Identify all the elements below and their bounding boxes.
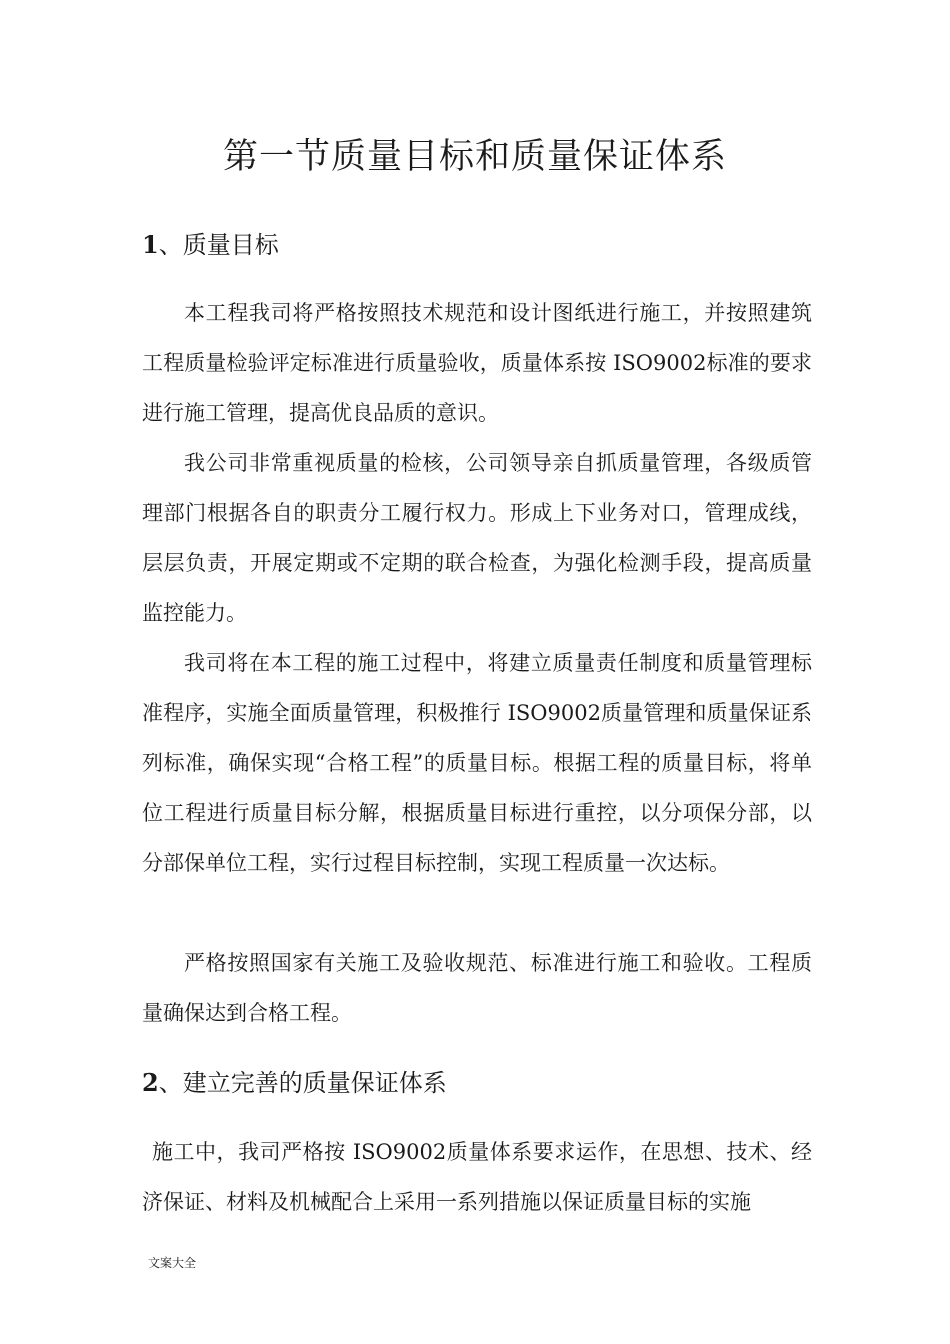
section-1-paragraph-3: 我司将在本工程的施工过程中，将建立质量责任制度和质量管理标准程序，实施全面质量管理，积极推行 ISO9002质量管理和质量保证系列标准，确保实现“合格工程”的质量目标。根据工程的质量目标，将单位工程进行质量目标分解，根据质量目标进行重控，以分项保分部，以分部保单位工程，实行过程目标控制，实现工程质量一次达标。 xyxy=(142,651,812,875)
page-title: 第一节质量目标和质量保证体系 xyxy=(222,137,727,177)
section-2-number: 2 xyxy=(142,1068,159,1097)
section-1-paragraph-1: 本工程我司将严格按照技术规范和设计图纸进行施工，并按照建筑工程质量检验评定标准进行质量验收，质量体系按 ISO9002标准的要求进行施工管理，提高优良品质的意识。 xyxy=(142,301,812,425)
section-1-heading-text: 、质量目标 xyxy=(158,231,279,259)
section-1-number: 1 xyxy=(142,230,159,259)
section-1-heading xyxy=(142,227,279,263)
page-footer: 文案大全 xyxy=(148,1256,197,1270)
section-1-paragraph-2: 我公司非常重视质量的检核，公司领导亲自抓质量管理，各级质管理部门根据各自的职责分工履行权力。形成上下业务对口，管理成线，层层负责，开展定期或不定期的联合检查，为强化检测手段，提高质量监控能力。 xyxy=(142,451,812,625)
section-2-paragraph-1: 施工中，我司严格按 ISO9002质量体系要求运作，在思想、技术、经济保证、材料及机械配合上采用一系列措施以保证质量目标的实施 xyxy=(142,1140,812,1214)
section-2-heading-text: 、建立完善的质量保证体系 xyxy=(158,1069,447,1097)
section-2-heading xyxy=(142,1065,447,1101)
section-1-paragraph-4: 严格按照国家有关施工及验收规范、标准进行施工和验收。工程质量确保达到合格工程。 xyxy=(142,951,812,1025)
